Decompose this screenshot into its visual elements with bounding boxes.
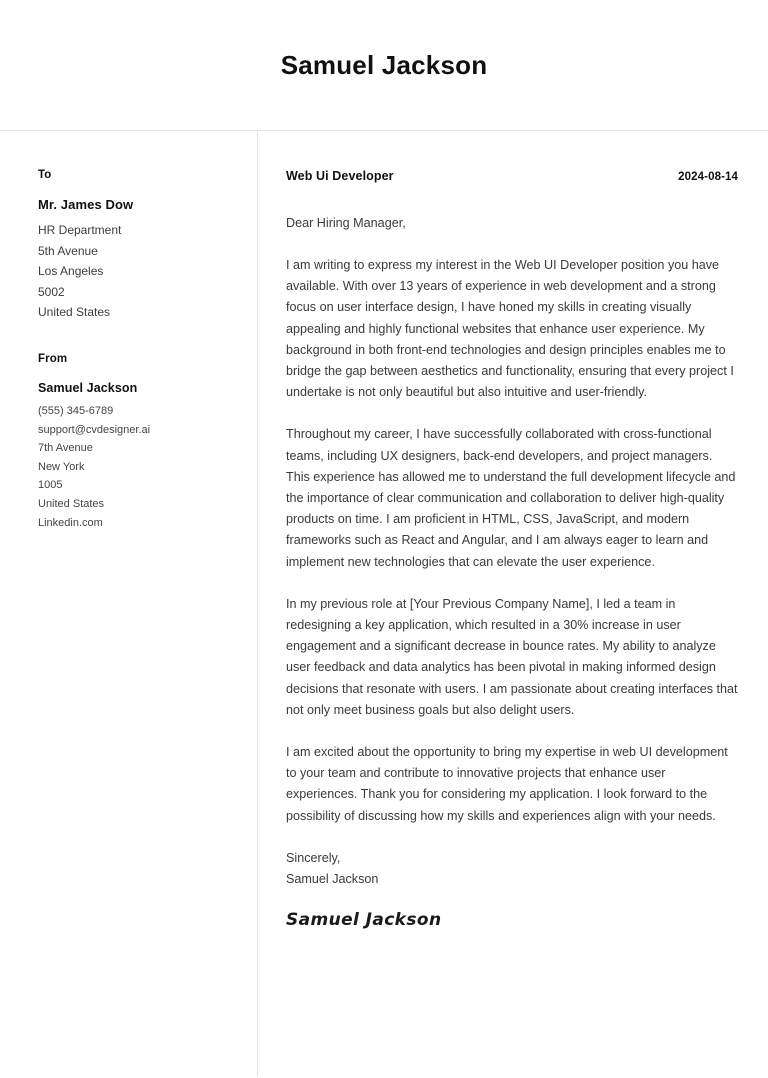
page-title: Samuel Jackson [280, 49, 488, 80]
recipient-address-line: 5th Avenue [38, 243, 98, 258]
recipient-address-line: HR Department [38, 223, 122, 237]
letter-paragraph: In my previous role at [Your Previous Company Name], I led a team in redesigning a key application, which resulted in a 30% increase in user engagement and a significant decrease in bounce rates. My ability to analyze user feedback and data analytics has been pivotal in making informed design decisions that resonate with users. I am passionate about creating interfaces that not only meet business goals but also delight users. [286, 596, 738, 717]
closing-name: Samuel Jackson [286, 872, 379, 887]
salutation: Dear Hiring Manager, [286, 216, 406, 230]
letter-paragraph: Throughout my career, I have successfully collaborated with cross-functional teams, including UX designers, back-end developers, and project managers. This experience has allowed me to understand the full development lifecycle and the importance of clear communication and collaboration to deliver high-quality products on time. I am proficient in HTML, CSS, JavaScript, and modern frameworks such as React and Angular, and I am always eager to learn and implement new technologies that can elevate the user experience. [286, 427, 736, 569]
letter-paragraph: I am writing to express my interest in the Web UI Developer position you have available. With over 13 years of experience in web development and a strong focus on user interface design, I have honed my skills in creating visually appealing and highly functional websites that enhance user experience. My background in both front-end technologies and design principles enables me to bridge the gap between aesthetics and functionality, ensuring that every project I undertake is not only beautiful but also intuitive and user-friendly. [286, 258, 734, 400]
sender-block [38, 353, 229, 532]
closing-salutation: Sincerely, [286, 850, 341, 865]
signature: Samuel Jackson [286, 910, 442, 931]
sender-address-line: New York [38, 460, 85, 473]
sender-address-line: United States [38, 497, 105, 510]
recipient-address-line: 5002 [38, 284, 65, 299]
recipient-address-line: United States [38, 305, 111, 320]
sender-phone: (555) 345-6789 [38, 404, 114, 417]
job-title: Web Ui Developer [286, 169, 394, 183]
letter-meta-row [286, 169, 738, 183]
recipient-label: To [38, 169, 52, 181]
letter-content [258, 131, 768, 1077]
letter-paragraph: I am excited about the opportunity to bring my expertise in web UI development to your team and contribute to innovative projects that enhance user experiences. Thank you for considering my application. I look forward to the possibility of discussing how my skills and experiences align with your needs. [286, 745, 728, 823]
letter-date: 2024-08-14 [678, 171, 738, 183]
recipient-address-line: Los Angeles [38, 264, 104, 279]
letter-body [0, 131, 768, 1077]
letter-header [0, 0, 768, 131]
sender-email: support@cvdesigner.ai [38, 423, 151, 436]
sender-name: Samuel Jackson [38, 380, 138, 395]
closing-block [286, 848, 738, 890]
recipient-name: Mr. James Dow [38, 197, 134, 212]
sender-address-line: 7th Avenue [38, 442, 93, 455]
recipient-block [38, 169, 229, 323]
sender-address-line: 1005 [38, 479, 63, 492]
address-sidebar [0, 131, 258, 1077]
sender-label: From [38, 352, 68, 365]
sender-website: Linkedin.com [38, 516, 103, 529]
